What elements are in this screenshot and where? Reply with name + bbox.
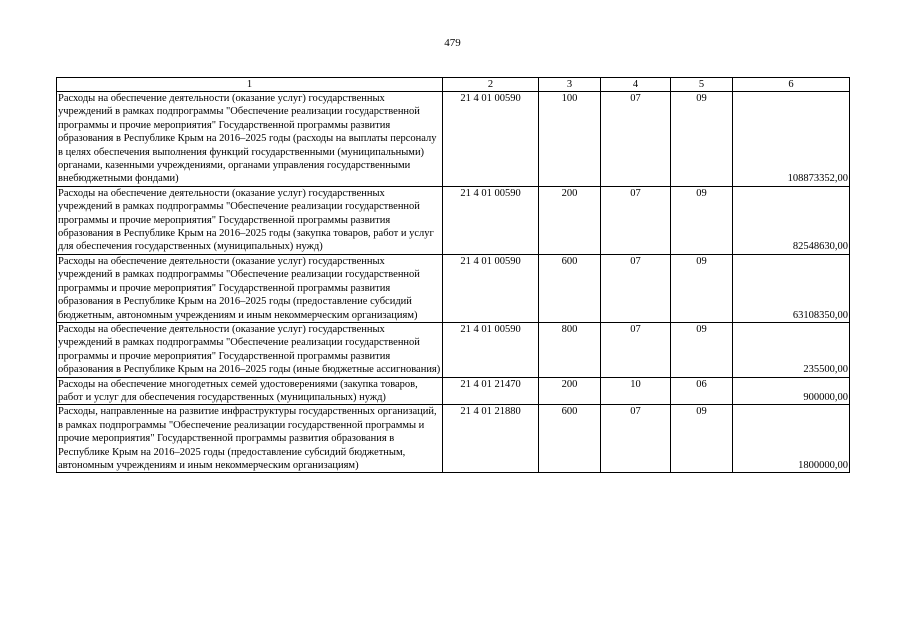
- row-target-article: 21 4 01 00590: [443, 254, 539, 322]
- table-body: [57, 78, 850, 473]
- row-subsection: 09: [671, 322, 733, 377]
- row-sum: 1800000,00: [733, 405, 850, 473]
- row-sum: 108873352,00: [733, 92, 850, 187]
- row-section: 07: [601, 405, 671, 473]
- table-row: [57, 405, 850, 473]
- row-target-article: 21 4 01 00590: [443, 322, 539, 377]
- row-description: Расходы на обеспечение деятельности (оказание услуг) государственных учреждений в рамках подпрограммы "Обеспечение реализации государственной программы и прочие мероприятия" Государственной программы развития образования в Республике Крым на 2016–2025 годы (иные бюджетные ассигнования): [57, 322, 443, 377]
- column-header-4: 4: [601, 78, 671, 92]
- column-header-3: 3: [539, 78, 601, 92]
- table-row: [57, 92, 850, 187]
- row-target-article: 21 4 01 00590: [443, 92, 539, 187]
- row-expense-type: 200: [539, 186, 601, 254]
- row-subsection: 09: [671, 186, 733, 254]
- row-sum: 235500,00: [733, 322, 850, 377]
- row-section: 07: [601, 92, 671, 187]
- table-row: [57, 322, 850, 377]
- page-number: 479: [444, 37, 461, 49]
- row-section: 10: [601, 377, 671, 405]
- row-expense-type: 200: [539, 377, 601, 405]
- row-sum: 82548630,00: [733, 186, 850, 254]
- row-target-article: 21 4 01 21470: [443, 377, 539, 405]
- column-header-5: 5: [671, 78, 733, 92]
- row-expense-type: 800: [539, 322, 601, 377]
- table-row: [57, 377, 850, 405]
- row-description: Расходы, направленные на развитие инфраструктуры государственных организаций, в рамках подпрограммы "Обеспечение реализации государственной программы и прочие мероприятия" Государственной программы развития образования в Республике Крым на 2016–2025 годы (предоставление субсидий бюджетным, автономным учреждениям и иным некоммерческим организациям): [57, 405, 443, 473]
- budget-table: [56, 77, 850, 473]
- column-header-6: 6: [733, 78, 850, 92]
- row-subsection: 09: [671, 92, 733, 187]
- row-description: Расходы на обеспечение многодетных семей удостоверениями (закупка товаров, работ и услуг для обеспечения государственных (муниципальных) нужд): [57, 377, 443, 405]
- row-target-article: 21 4 01 00590: [443, 186, 539, 254]
- table-row: [57, 254, 850, 322]
- row-description: Расходы на обеспечение деятельности (оказание услуг) государственных учреждений в рамках подпрограммы "Обеспечение реализации государственной программы и прочие мероприятия" Государственной программы развития образования в Республике Крым на 2016–2025 годы (предоставление субсидий бюджетным, автономным учреждениям и иным некоммерческим организациям): [57, 254, 443, 322]
- table-row: [57, 186, 850, 254]
- row-expense-type: 600: [539, 254, 601, 322]
- column-header-2: 2: [443, 78, 539, 92]
- row-target-article: 21 4 01 21880: [443, 405, 539, 473]
- row-sum: 900000,00: [733, 377, 850, 405]
- row-sum: 63108350,00: [733, 254, 850, 322]
- row-expense-type: 100: [539, 92, 601, 187]
- row-subsection: 09: [671, 405, 733, 473]
- row-description: Расходы на обеспечение деятельности (оказание услуг) государственных учреждений в рамках подпрограммы "Обеспечение реализации государственной программы и прочие мероприятия" Государственной программы развития образования в Республике Крым на 2016–2025 годы (закупка товаров, работ и услуг для обеспечения государственных (муниципальных) нужд): [57, 186, 443, 254]
- row-section: 07: [601, 186, 671, 254]
- row-subsection: 09: [671, 254, 733, 322]
- row-expense-type: 600: [539, 405, 601, 473]
- column-header-1: 1: [57, 78, 443, 92]
- row-section: 07: [601, 254, 671, 322]
- row-subsection: 06: [671, 377, 733, 405]
- row-description: Расходы на обеспечение деятельности (оказание услуг) государственных учреждений в рамках подпрограммы "Обеспечение реализации государственной программы и прочие мероприятия" Государственной программы развития образования в Республике Крым на 2016–2025 годы (расходы на выплаты персоналу в целях обеспечения выполнения функций государственными (муниципальными) органами, казенными учреждениями, органами управления государственными внебюджетными фондами): [57, 92, 443, 187]
- table-header-row: [57, 78, 850, 92]
- row-section: 07: [601, 322, 671, 377]
